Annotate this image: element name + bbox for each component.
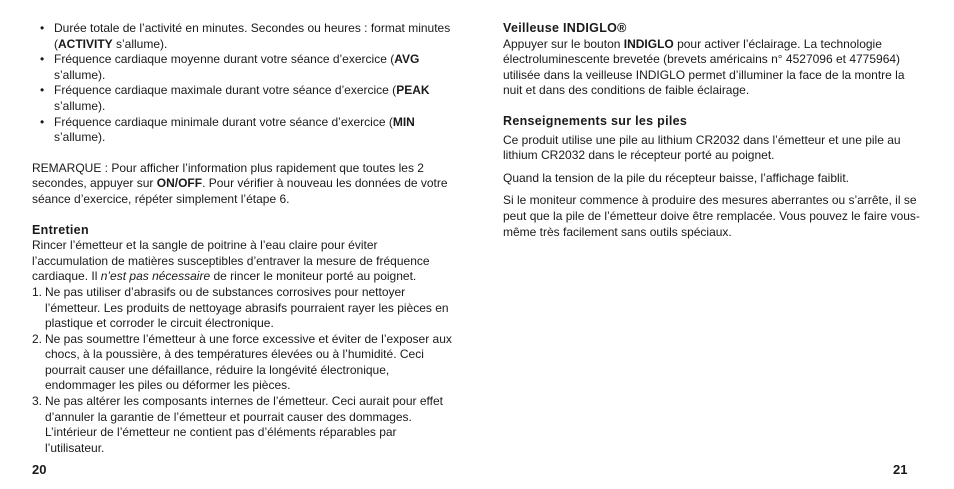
- on-off-keyword: ON/OFF: [156, 176, 203, 191]
- veilleuse-heading: Veilleuse INDIGLO®: [503, 21, 627, 35]
- entretien-intro: Rincer l’émetteur et la sangle de poitrine à l’eau claire pour éviter l’accumulation de matières susceptibles d’entraver la mesure de fréquence cardiaque. Il n’est pas nécessaire de rincer le moniteur porté au poignet.: [32, 238, 430, 284]
- emphasis-text: n’est pas nécessaire: [100, 269, 211, 284]
- piles-paragraph: Ce produit utilise une pile au lithium CR2032 dans l’émetteur et une pile au lithium CR2032 dans le récepteur porté au poignet.: [503, 132, 901, 163]
- peak-keyword: PEAK: [396, 83, 430, 98]
- remarque-note: REMARQUE : Pour afficher l’information plus rapidement que toutes les 2 secondes, appuyer sur ON/OFF. Pour vérifier à nouveau les données de votre séance d’exercice, répéter simplement l’étape 6.: [32, 160, 448, 206]
- list-item: 3. Ne pas altérer les composants internes de l’émetteur. Ceci aurait pour effet d’annuler la garantie de l’émetteur et pourrait causer des dommages. L’intérieur de l’émetteur ne contient pas d’éléments réparables par l’utilisateur.: [32, 394, 443, 455]
- indiglo-keyword: INDIGLO: [623, 36, 674, 51]
- activity-keyword: ACTIVITY: [58, 36, 113, 51]
- list-item: 1. Ne pas utiliser d’abrasifs ou de substances corrosives pour nettoyer l’émetteur. Les produits de nettoyage abrasifs pourraient rayer les pièces en plastique et corroder le circuit électronique.: [32, 284, 449, 331]
- bullet-min: • Fréquence cardiaque minimale durant votre séance d’exercice (MIN s’allume).: [32, 115, 452, 146]
- right-page: [503, 21, 923, 240]
- piles-paragraph: Si le moniteur commence à produire des mesures aberrantes ou s’arrête, il se peut que la pile de l’émetteur doive être remplacée. Vous pouvez le faire vous-même très facilement sans outils spéciaux.: [503, 193, 920, 239]
- left-page: [32, 21, 452, 456]
- piles-heading: Renseignements sur les piles: [503, 113, 688, 128]
- summary-bullet-list: [32, 21, 452, 146]
- bullet-activity: • Durée totale de l’activité en minutes. Secondes ou heures : format minutes (ACTIVITY s’allume).: [32, 21, 452, 52]
- avg-keyword: AVG: [394, 52, 420, 67]
- bullet-avg: • Fréquence cardiaque moyenne durant votre séance d’exercice (AVG s’allume).: [32, 52, 452, 83]
- page-number-left: 20: [32, 462, 47, 477]
- min-keyword: MIN: [392, 114, 415, 129]
- veilleuse-text: Appuyer sur le bouton INDIGLO pour activer l’éclairage. La technologie électroluminescente brevetée (brevets américains n° 4527096 et 4775964) utilisée dans la veilleuse INDIGLO permet d’illuminer la face de la montre la nuit et dans des conditions de faible éclairage.: [503, 36, 905, 98]
- entretien-heading: Entretien: [32, 222, 89, 237]
- piles-paragraph: Quand la tension de la pile du récepteur baisse, l’affichage faiblit.: [503, 170, 850, 185]
- list-item: 2. Ne pas soumettre l’émetteur à une force excessive et éviter de l’exposer aux chocs, à la poussière, à des températures élevées ou à l’humidité. Ceci pourrait causer une défaillance, réduire la longévité électronique, endommager les piles ou déformer les pièces.: [32, 331, 452, 393]
- page-number-right: 21: [893, 462, 908, 477]
- entretien-numbered-list: [32, 285, 452, 457]
- bullet-peak: • Fréquence cardiaque maximale durant votre séance d’exercice (PEAK s’allume).: [32, 83, 452, 114]
